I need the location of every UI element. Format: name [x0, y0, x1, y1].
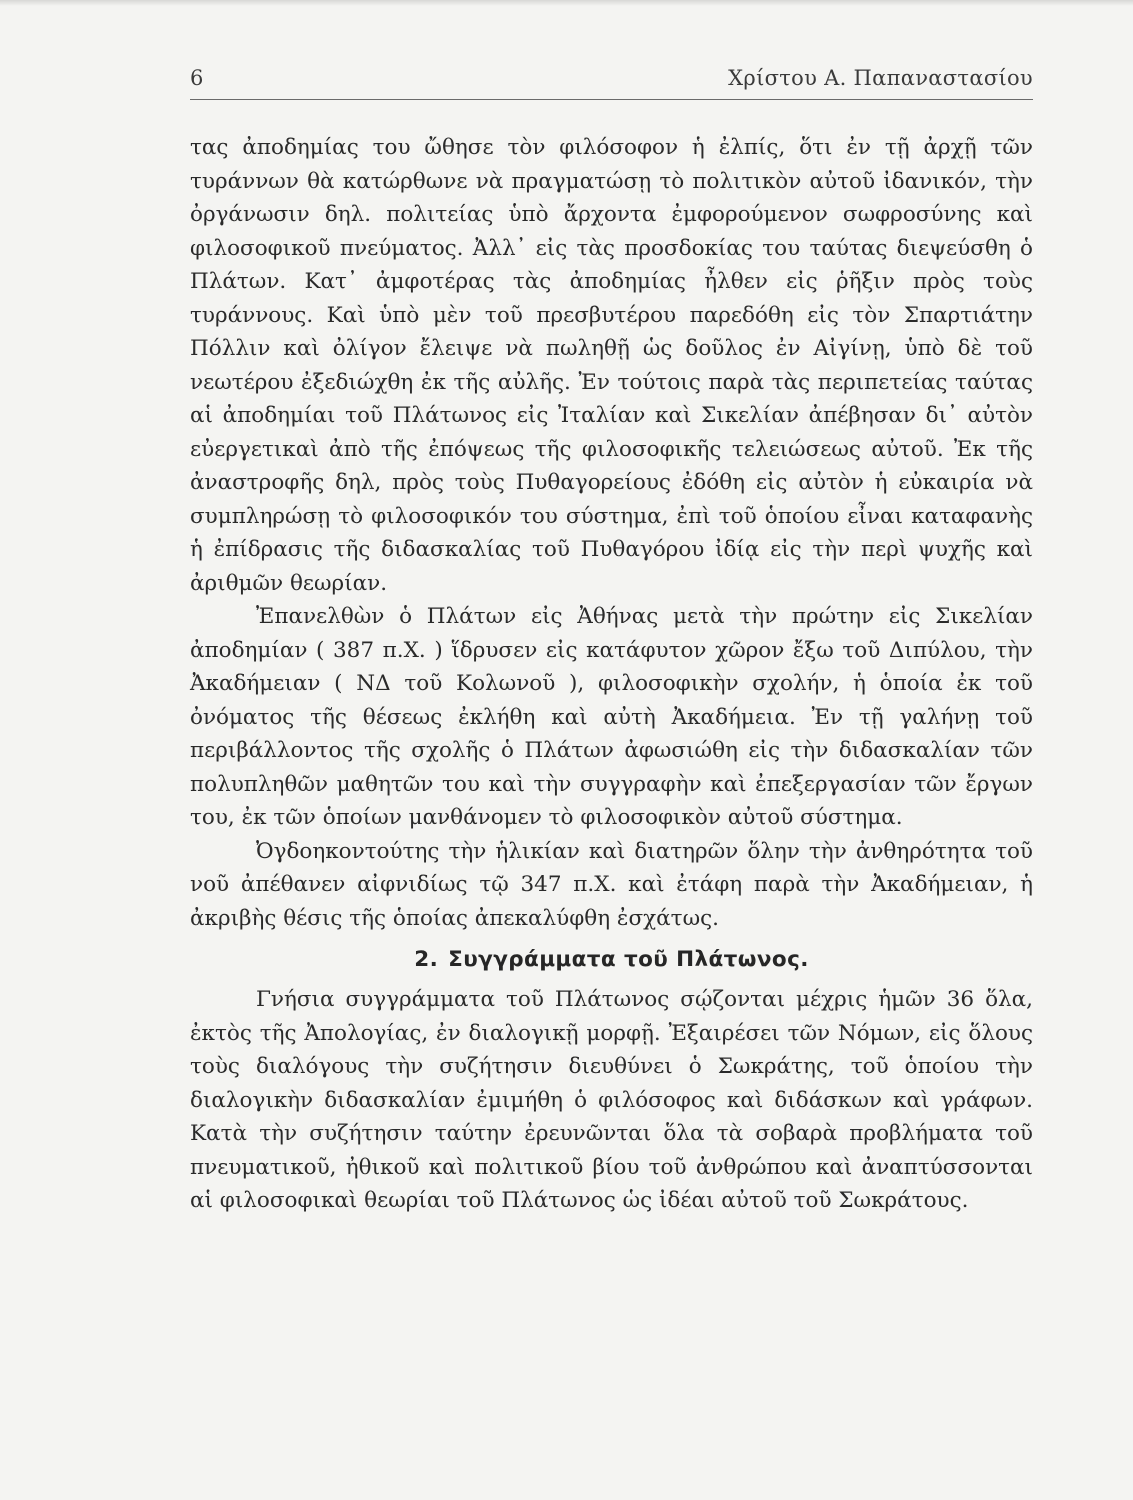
page-body: [190, 131, 1033, 1218]
running-head: [190, 66, 1033, 96]
running-title: Χρίστου Α. Παπαναστασίου: [728, 66, 1033, 90]
section-title: Συγγράμματα τοῦ Πλάτωνος.: [448, 947, 809, 972]
header-rule: [190, 99, 1033, 100]
section-paragraph: Γνήσια συγγράμματα τοῦ Πλάτωνος σῴζονται μέχρις ἡμῶν 36 ὅλα, ἐκτὸς τῆς Ἀπολογίας, ἐν διαλογικῇ μορφῇ. Ἐξαιρέσει τῶν Νόμων, εἰς ὅλους τοὺς διαλόγους τὴν συζήτησιν διευθύνει ὁ Σωκράτης, τοῦ ὁποίου τὴν διαλογικὴν διδασκαλίαν ἐμιμήθη ὁ φιλόσοφος καὶ διδάσκων καὶ γράφων. Κατὰ τὴν συζήτησιν ταύτην ἐρευνῶνται ὅλα τὰ σοβαρὰ προβλήματα τοῦ πνευματικοῦ, ἠθικοῦ καὶ πολιτικοῦ βίου τοῦ ἀνθρώπου καὶ ἀναπτύσσονται αἱ φιλοσοφικαὶ θεωρίαι τοῦ Πλάτωνος ὡς ἰδέαι αὐτοῦ τοῦ Σωκράτους.: [190, 987, 1033, 1213]
body-paragraph-2: Ἐπανελθὼν ὁ Πλάτων εἰς Ἀθήνας μετὰ τὴν πρώτην εἰς Σικελίαν ἀποδημίαν ( 387 π.Χ. ) ἵδρυσεν εἰς κατάφυτον χῶρον ἔξω τοῦ Διπύλου, τὴν Ἀκαδήμειαν ( ΝΔ τοῦ Κολωνοῦ ), φιλοσοφικὴν σχολήν, ἡ ὁποία ἐκ τοῦ ὀνόματος τῆς θέσεως ἐκλήθη καὶ αὐτὴ Ἀκαδήμεια. Ἐν τῇ γαλήνῃ τοῦ περιβάλλοντος τῆς σχολῆς ὁ Πλάτων ἀφωσιώθη εἰς τὴν διδασκαλίαν τῶν πολυπληθῶν μαθητῶν του καὶ τὴν συγγραφὴν καὶ ἐπεξεργασίαν τῶν ἔργων του, ἐκ τῶν ὁποίων μανθάνομεν τὸ φιλοσοφικὸν αὐτοῦ σύστημα.: [190, 604, 1033, 830]
body-paragraph-1: τας ἀποδημίας του ὤθησε τὸν φιλόσοφον ἡ ἐλπίς, ὅτι ἐν τῇ ἀρχῇ τῶν τυράννων θὰ κατώρθωνε νὰ πραγματώσῃ τὸ πολιτικὸν αὐτοῦ ἰδανικόν, τὴν ὀργάνωσιν δηλ. πολιτείας ὑπὸ ἄρχοντα ἐμφορούμενον σωφροσύνης καὶ φιλοσοφικοῦ πνεύματος. Ἀλλ᾽ εἰς τὰς προσδοκίας του ταύτας διεψεύσθη ὁ Πλάτων. Κατ᾽ ἀμφοτέρας τὰς ἀποδημίας ἦλθεν εἰς ῥῆξιν πρὸς τοὺς τυράννους. Καὶ ὑπὸ μὲν τοῦ πρεσβυτέρου παρεδόθη εἰς τὸν Σπαρτιάτην Πόλλιν καὶ ὀλίγον ἔλειψε νὰ πωληθῇ ὡς δοῦλος ἐν Αἰγίνῃ, ὑπὸ δὲ τοῦ νεωτέρου ἐξεδιώχθη ἐκ τῆς αὐλῆς. Ἐν τούτοις παρὰ τὰς περιπετείας ταύτας αἱ ἀποδημίαι τοῦ Πλάτωνος εἰς Ἰταλίαν καὶ Σικελίαν ἀπέβησαν δι᾽ αὐτὸν εὐεργετικαὶ ἀπὸ τῆς ἐπόψεως τῆς φιλοσοφικῆς τελειώσεως αὐτοῦ. Ἐκ τῆς ἀναστροφῆς δηλ, πρὸς τοὺς Πυθαγορείους ἐδόθη εἰς αὐτὸν ἡ εὐκαιρία νὰ συμπληρώσῃ τὸ φιλοσοφικόν του σύστημα, ἐπὶ τοῦ ὁποίου εἶναι καταφανὴς ἡ ἐπίδρασις τῆς διδασκαλίας τοῦ Πυθαγόρου ἰδίᾳ εἰς τὴν περὶ ψυχῆς καὶ ἀριθμῶν θεωρίαν.: [190, 135, 1033, 596]
section-number: 2.: [414, 947, 439, 972]
page-top-edge: [0, 0, 1133, 6]
page-number: 6: [190, 66, 204, 90]
body-paragraph-3: Ὀγδοηκοντούτης τὴν ἡλικίαν καὶ διατηρῶν ὅλην τὴν ἀνθηρότητα τοῦ νοῦ ἀπέθανεν αἰφνιδίως τῷ 347 π.Χ. καὶ ἐτάφη παρὰ τὴν Ἀκαδήμειαν, ἡ ἀκριβὴς θέσις τῆς ὁποίας ἀπεκαλύφθη ἐσχάτως.: [190, 838, 1033, 931]
section-heading: [190, 944, 1033, 976]
